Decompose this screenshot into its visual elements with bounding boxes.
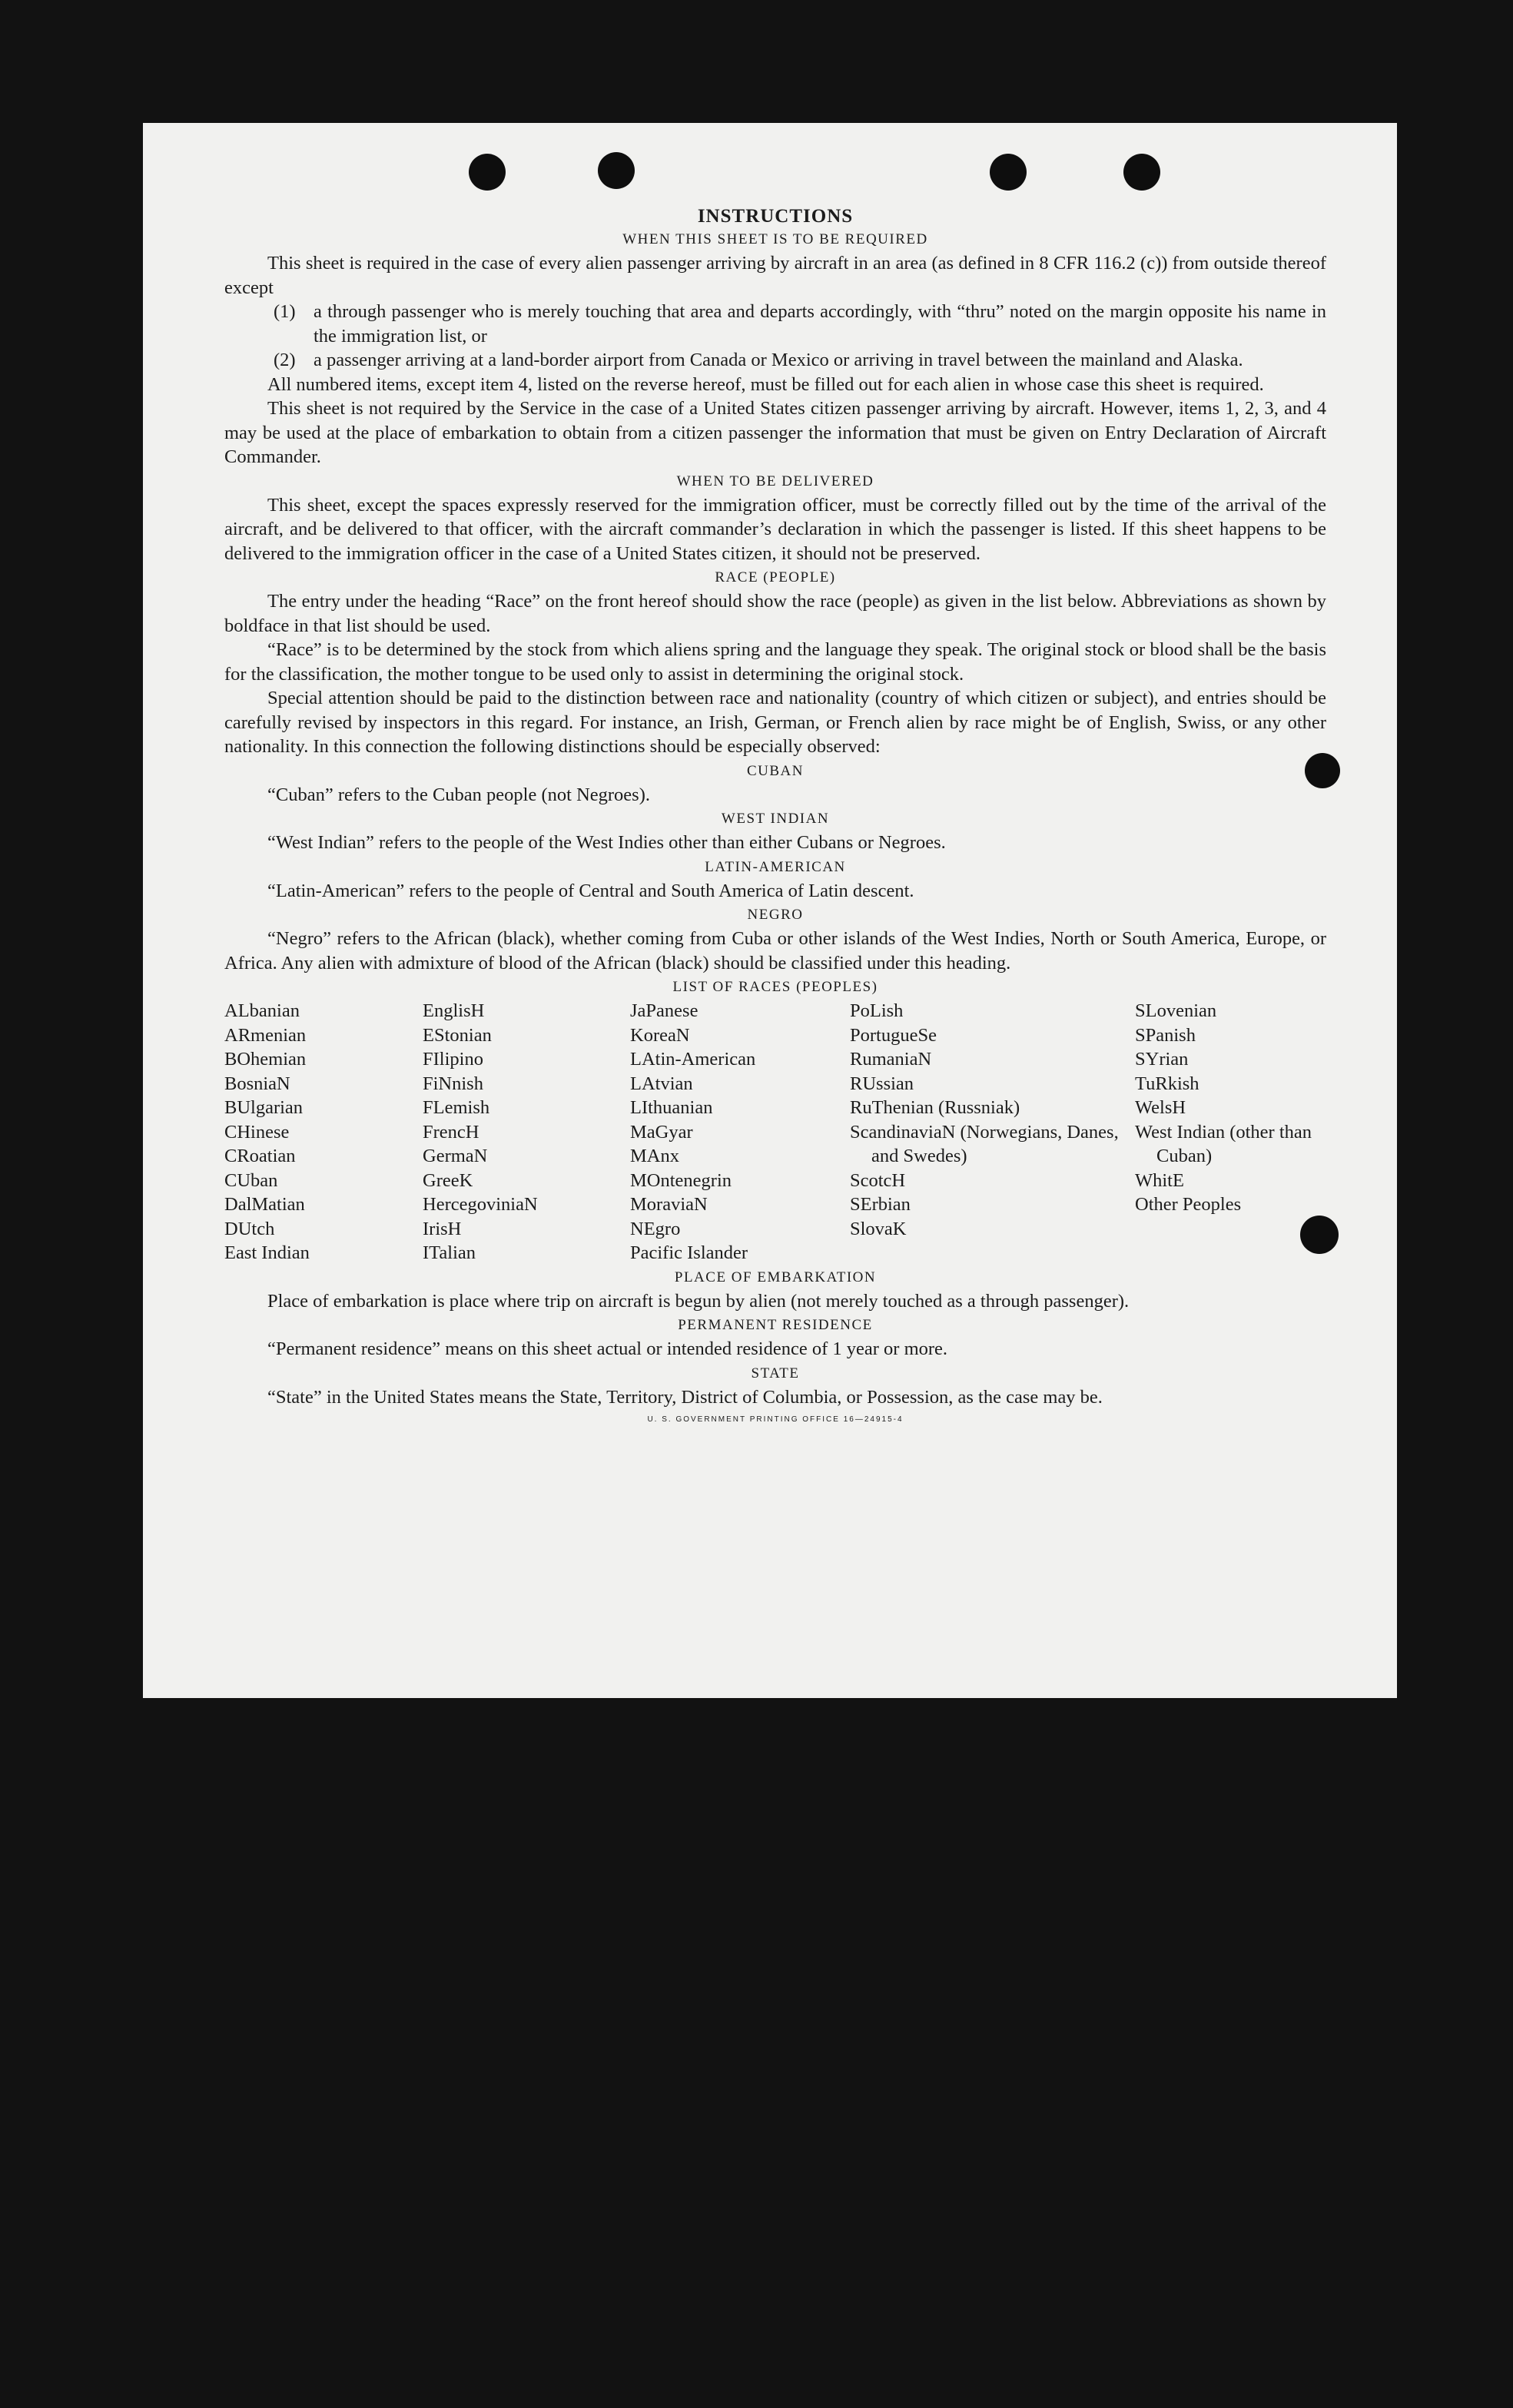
punch-hole <box>598 152 635 189</box>
race-entry: GreeK <box>423 1169 473 1191</box>
race-entry: SlovaK <box>850 1218 907 1239</box>
section-heading: WEST INDIAN <box>721 811 830 827</box>
section-heading: PLACE OF EMBARKATION <box>674 1269 877 1285</box>
printer-imprint: U. S. GOVERNMENT PRINTING OFFICE 16—24915-4 <box>647 1415 904 1424</box>
race-entry: PoLish <box>850 1000 904 1021</box>
race-entry: CRoatian <box>224 1146 296 1166</box>
race-entry: PortugueSe <box>850 1024 937 1046</box>
item-text: a through passenger who is merely touching that area and departs accordingly, with “thru” noted on the margin opposite his name in the immigration list, or <box>314 301 1326 347</box>
race-entry: LAtin-American <box>630 1049 756 1070</box>
race-entry: WhitE <box>1135 1169 1184 1191</box>
race-entry: JaPanese <box>630 1000 698 1021</box>
race-entry: IrisH <box>423 1218 462 1239</box>
punch-hole <box>469 154 506 191</box>
race-entry: SYrian <box>1135 1049 1189 1070</box>
race-entry: EStonian <box>423 1024 492 1046</box>
races-column <box>630 999 850 1265</box>
section-heading: STATE <box>751 1365 800 1381</box>
race-entry: GermaN <box>423 1146 488 1166</box>
race-entry: ScandinaviaN (Norwegians, Danes, and Swedes) <box>850 1121 1119 1166</box>
punch-hole <box>1123 154 1160 191</box>
race-entry: SLovenian <box>1135 1000 1217 1021</box>
race-entry: ALbanian <box>224 1000 300 1021</box>
item-number: (2) <box>274 350 296 370</box>
races-column <box>423 999 630 1265</box>
race-entry: East Indian <box>224 1242 310 1263</box>
paragraph: All numbered items, except item 4, listed on the reverse hereof, must be filled out for each alien in whose case this sheet is required. <box>267 373 1264 395</box>
paragraph: This sheet, except the spaces expressly reserved for the immigration officer, must be correctly filled out by the time of the arrival of the aircraft, and be delivered to that officer, with the aircraft commander’s declaration in which the passenger is listed. If this sheet happens to be delivered to the immigration officer in the case of a United States citizen, it should not be preserved. <box>224 494 1326 564</box>
paragraph: This sheet is not required by the Service in the case of a United States citizen passenger arriving by aircraft. However, items 1, 2, 3, and 4 may be used at the place of embarkation to obtain from a citizen passenger the information that must be given on Entry Declaration of Aircraft Commander. <box>224 398 1326 467</box>
race-entry: CHinese <box>224 1121 290 1143</box>
paragraph: Special attention should be paid to the distinction between race and nationality (country of which citizen or subject), and entries should be carefully revised by inspectors in this regard. For instance, an Irish, German, or French alien by race might be of English, Swiss, or any other nationality. In this connection the following distinctions should be especially observed: <box>224 688 1326 757</box>
race-entry: HercegoviniaN <box>423 1194 538 1215</box>
race-entry: MOntenegrin <box>630 1169 732 1191</box>
paragraph: “Negro” refers to the African (black), whether coming from Cuba or other islands of the West Indies, North or South America, Europe, or Africa. Any alien with admixture of blood of the African (black) should be classified under this heading. <box>224 928 1326 973</box>
paragraph: “State” in the United States means the State, Territory, District of Columbia, or Possession, as the case may be. <box>267 1386 1103 1408</box>
race-entry: EnglisH <box>423 1000 485 1021</box>
race-entry: KoreaN <box>630 1024 690 1046</box>
race-entry: Pacific Islander <box>630 1242 748 1263</box>
section-heading: LIST OF RACES (PEOPLES) <box>672 979 878 995</box>
race-entry: RumaniaN <box>850 1049 932 1070</box>
section-heading: LATIN-AMERICAN <box>705 858 846 875</box>
list-item <box>224 300 1326 348</box>
races-column <box>850 999 1135 1265</box>
paragraph: “Cuban” refers to the Cuban people (not Negroes). <box>267 784 650 805</box>
race-entry: BosniaN <box>224 1073 290 1094</box>
race-entry: Other Peoples <box>1135 1194 1242 1215</box>
race-entry: RUssian <box>850 1073 914 1094</box>
paragraph: The entry under the heading “Race” on the front hereof should show the race (people) as given in the list below. Abbreviations as shown by boldface in that list should be used. <box>224 591 1326 636</box>
race-entry: West Indian (other than Cuban) <box>1135 1121 1312 1166</box>
race-entry: SErbian <box>850 1194 911 1215</box>
race-entry: FrencH <box>423 1121 479 1143</box>
race-entry: MoraviaN <box>630 1194 708 1215</box>
races-column <box>224 999 423 1265</box>
race-entry: NEgro <box>630 1218 681 1239</box>
race-entry: DUtch <box>224 1218 275 1239</box>
race-entry: BUlgarian <box>224 1097 304 1118</box>
instruction-sheet <box>143 123 1397 1698</box>
section-heading: RACE (PEOPLE) <box>715 569 836 585</box>
race-entry: DalMatian <box>224 1194 305 1215</box>
race-entry: ARmenian <box>224 1024 307 1046</box>
race-entry: CUban <box>224 1169 278 1191</box>
paragraph: Place of embarkation is place where trip on aircraft is begun by alien (not merely touched as a through passenger). <box>267 1290 1130 1312</box>
paragraph: “Latin-American” refers to the people of Central and South America of Latin descent. <box>267 880 914 901</box>
race-entry: MAnx <box>630 1146 679 1166</box>
item-text: a passenger arriving at a land-border airport from Canada or Mexico or arriving in travel between the mainland and Alaska. <box>314 350 1243 370</box>
race-entry: FiNnish <box>423 1073 483 1094</box>
race-entry: ScotcH <box>850 1169 906 1191</box>
race-entry: LAtvian <box>630 1073 693 1094</box>
section-heading: NEGRO <box>747 907 804 923</box>
paragraph: “West Indian” refers to the people of the West Indies other than either Cubans or Negroes. <box>267 832 946 853</box>
section-heading: PERMANENT RESIDENCE <box>678 1317 873 1333</box>
race-entry: LIthuanian <box>630 1097 713 1118</box>
paragraph: “Race” is to be determined by the stock from which aliens spring and the language they speak. The original stock or blood shall be the basis for the classification, the mother tongue to be used only to assist in determining the original stock. <box>224 639 1326 685</box>
punch-hole <box>1300 1216 1339 1254</box>
item-number: (1) <box>274 301 296 322</box>
punch-hole <box>1305 753 1340 788</box>
paragraph: This sheet is required in the case of every alien passenger arriving by aircraft in an area (as defined in 8 CFR 116.2 (c)) from outside thereof except <box>224 253 1326 298</box>
section-heading: WHEN TO BE DELIVERED <box>676 473 874 489</box>
section-heading: WHEN THIS SHEET IS TO BE REQUIRED <box>622 231 928 247</box>
race-entry: RuThenian (Russniak) <box>850 1097 1020 1118</box>
races-table <box>224 999 1326 1265</box>
race-entry: BOhemian <box>224 1049 307 1070</box>
race-entry: FLemish <box>423 1097 490 1118</box>
paragraph: “Permanent residence” means on this sheet actual or intended residence of 1 year or more. <box>267 1338 948 1359</box>
race-entry: SPanish <box>1135 1024 1196 1046</box>
document-title: INSTRUCTIONS <box>697 206 854 227</box>
section-heading: CUBAN <box>746 762 804 779</box>
list-item <box>224 348 1326 373</box>
punch-hole <box>990 154 1027 191</box>
race-entry: WelsH <box>1135 1097 1186 1118</box>
race-entry: MaGyar <box>630 1121 693 1143</box>
race-entry: ITalian <box>423 1242 476 1263</box>
race-entry: FIlipino <box>423 1049 483 1070</box>
race-entry: TuRkish <box>1135 1073 1199 1094</box>
